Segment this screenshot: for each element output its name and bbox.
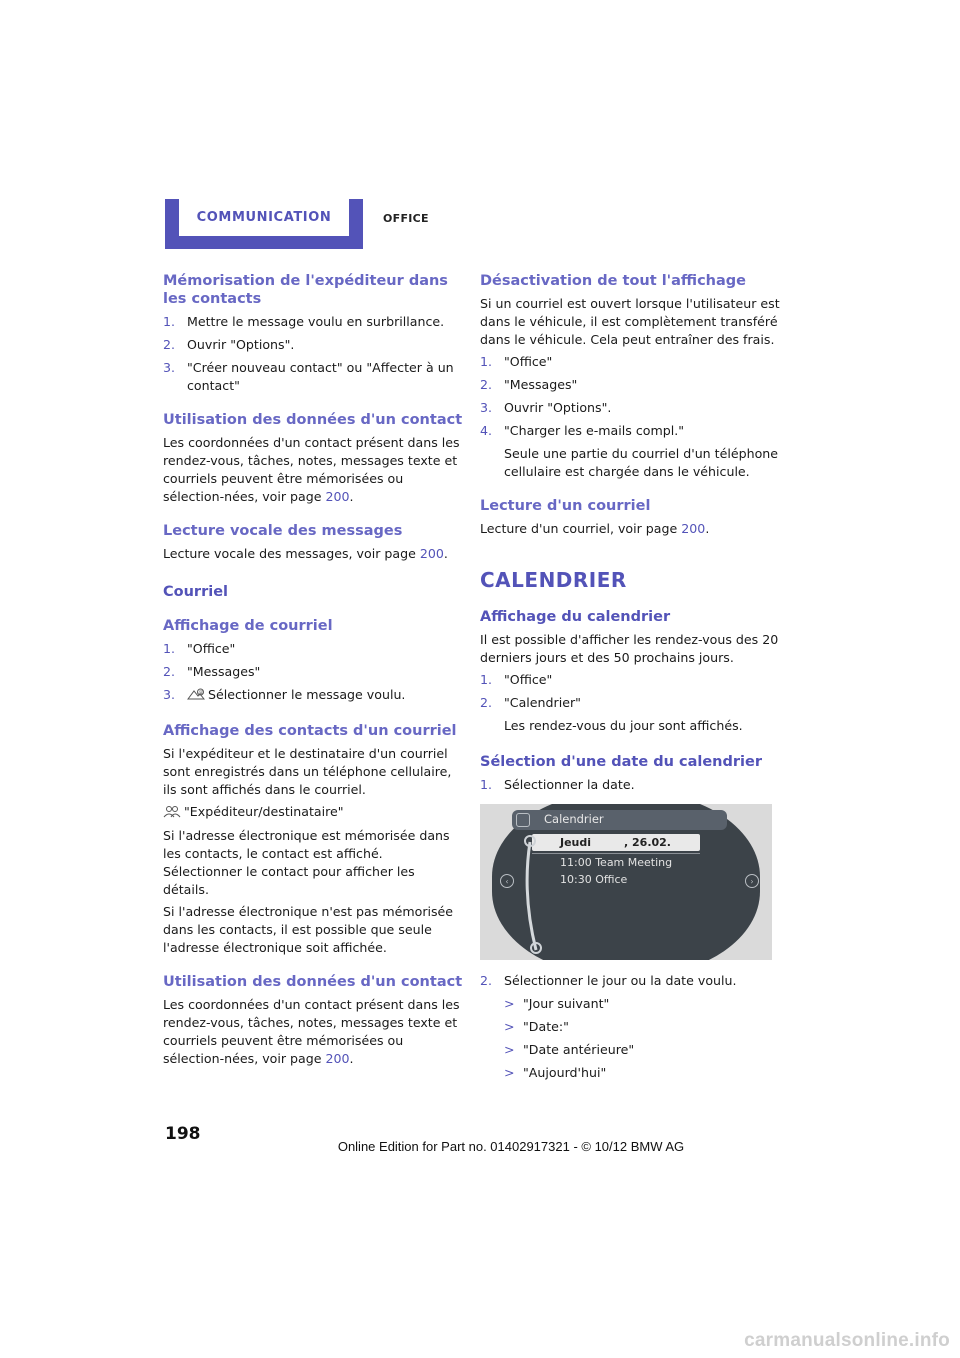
step-number: 1. — [163, 314, 176, 329]
right-column — [480, 270, 780, 1087]
step-text: Sélectionner le jour ou la date voulu. — [504, 973, 737, 988]
bullet-arrow-icon: > — [504, 996, 515, 1011]
step-number: 2. — [480, 695, 493, 710]
step-text — [187, 686, 463, 706]
step-text: "Messages" — [187, 664, 261, 679]
step-number: 3. — [163, 360, 176, 375]
option-text: "Aujourd'hui" — [523, 1065, 607, 1080]
page-link[interactable]: 200 — [325, 489, 350, 504]
heading-affichage-calendrier: Affichage du calendrier — [480, 609, 671, 625]
step-text: "Créer nouveau contact" ou "Affecter à un contact" — [187, 360, 454, 393]
page-link[interactable]: 200 — [681, 521, 706, 536]
step-number: 4. — [480, 423, 493, 438]
list-item — [480, 671, 780, 689]
display-appointment: 10:30 Office — [560, 873, 628, 886]
display-appointment: 11:00 Team Meeting — [560, 856, 673, 869]
step-text: "Office" — [187, 641, 236, 656]
page-number: 198 — [165, 1124, 201, 1144]
list-item — [163, 313, 463, 331]
watermark: carmanualsonline.info — [744, 1330, 950, 1351]
step-number: 1. — [480, 672, 493, 687]
step-number: 1. — [163, 641, 176, 656]
list-item — [480, 376, 780, 394]
heading-courriel: Courriel — [163, 584, 229, 600]
step-number: 2. — [480, 377, 493, 392]
list-item — [504, 1064, 780, 1082]
step-note: Les rendez-vous du jour sont affichés. — [504, 718, 743, 733]
heading-lecture-vocale: Lecture vocale des messages — [163, 523, 403, 539]
list-item — [504, 995, 780, 1013]
paragraph-text: Les coordonnées d'un contact présent dans les rendez-vous, tâches, notes, messages texte et courriels peuvent être mémorisées ou sélection-nées, voir page — [163, 435, 460, 504]
paragraph: Il est possible d'afficher les rendez-vous des 20 derniers jours et des 50 prochains jours. — [480, 632, 779, 665]
step-number: 2. — [163, 664, 176, 679]
date-options — [480, 995, 780, 1082]
heading-affichage-courriel: Affichage de courriel — [163, 618, 333, 634]
heading-selection-date: Sélection d'une date du calendrier — [480, 754, 762, 770]
step-text: Sélectionner la date. — [504, 777, 635, 792]
controller-path-icon — [480, 804, 772, 960]
heading-desactivation: Désactivation de tout l'affichage — [480, 273, 746, 289]
step-text-content: Sélectionner le message voulu. — [208, 687, 406, 702]
aff-cal-steps — [480, 671, 780, 712]
heading-calendrier: CALENDRIER — [480, 568, 627, 592]
paragraph — [163, 803, 463, 823]
paragraph: Lecture d'un courriel, voir page 200. — [480, 521, 710, 536]
sel-date-step-2 — [480, 972, 780, 990]
footer-edition: Online Edition for Part no. 01402917321 - © 10/12 BMW AG — [337, 1139, 685, 1154]
option-text: "Jour suivant" — [523, 996, 610, 1011]
step-number: 1. — [480, 354, 493, 369]
paragraph: Lecture vocale des messages, voir page 200. — [163, 546, 448, 561]
step-text: "Office" — [504, 672, 553, 687]
step-text: "Charger les e-mails compl." — [504, 423, 685, 438]
controller-knob-bottom — [530, 942, 542, 954]
list-item — [163, 336, 463, 354]
heading-utilisation-contact: Utilisation des données d'un contact — [163, 412, 463, 428]
page-link[interactable]: 200 — [419, 546, 444, 561]
step-text: Ouvrir "Options". — [187, 337, 295, 352]
svg-text:@: @ — [198, 690, 204, 696]
desact-steps — [480, 353, 780, 440]
step-text: Ouvrir "Options". — [504, 400, 612, 415]
display-date: , 26.02. — [624, 836, 671, 849]
heading-lecture-courriel: Lecture d'un courriel — [480, 498, 651, 514]
controller-knob-top — [524, 835, 536, 847]
heading-memorisation: Mémorisation de l'expéditeur dans les contacts — [163, 273, 448, 307]
nav-right-icon: › — [745, 874, 759, 888]
bullet-arrow-icon: > — [504, 1065, 515, 1080]
list-item — [163, 640, 463, 658]
section-title: COMMUNICATION — [196, 210, 332, 225]
list-item — [480, 972, 780, 990]
step-number: 2. — [163, 337, 176, 352]
paragraph-text: Les coordonnées d'un contact présent dans les rendez-vous, tâches, notes, messages texte et courriels peuvent être mémorisées ou sélection-nées, voir page — [163, 997, 460, 1066]
section-tab-label-box — [179, 199, 349, 236]
bullet-arrow-icon: > — [504, 1019, 515, 1034]
list-item — [504, 1041, 780, 1059]
contacts-icon — [163, 805, 181, 823]
list-item — [163, 686, 463, 706]
step-text: "Calendrier" — [504, 695, 581, 710]
affichage-steps — [163, 640, 463, 706]
paragraph: Les coordonnées d'un contact présent dans les rendez-vous, tâches, notes, messages texte et courriels peuvent être mémorisées ou sélection-nées, voir page 200. — [163, 435, 460, 504]
paragraph-text: Lecture d'un courriel, voir page — [480, 521, 682, 536]
paragraph-text: "Expéditeur/destinataire" — [184, 804, 344, 819]
step-number: 3. — [480, 400, 493, 415]
option-text: "Date:" — [523, 1019, 569, 1034]
list-item — [480, 422, 780, 440]
step-text: "Office" — [504, 354, 553, 369]
heading-contacts-courriel: Affichage des contacts d'un courriel — [163, 723, 457, 739]
list-item — [504, 1018, 780, 1036]
step-note: Seule une partie du courriel d'un téléphone cellulaire est chargée dans le véhicule. — [504, 446, 779, 479]
list-item — [163, 359, 463, 395]
step-number: 2. — [480, 973, 493, 988]
display-day: Jeudi — [560, 836, 592, 849]
nav-left-icon: ‹ — [500, 874, 514, 888]
step-number: 1. — [480, 777, 493, 792]
option-text: "Date antérieure" — [523, 1042, 635, 1057]
step-number: 3. — [163, 687, 176, 702]
step-text: Mettre le message voulu en surbrillance. — [187, 314, 445, 329]
list-item — [480, 353, 780, 371]
list-item — [480, 399, 780, 417]
step-text: "Messages" — [504, 377, 578, 392]
sel-date-step-1 — [480, 776, 780, 794]
paragraph: Si un courriel est ouvert lorsque l'utilisateur est dans le véhicule, il est complètement transféré dans le véhicule. Cela peut entraîner des frais. — [480, 296, 780, 347]
display-title: Calendrier — [544, 812, 604, 826]
list-item — [480, 776, 780, 794]
heading-utilisation-contact-2: Utilisation des données d'un contact — [163, 974, 463, 990]
list-item — [163, 663, 463, 681]
paragraph: Les coordonnées d'un contact présent dans les rendez-vous, tâches, notes, messages texte et courriels peuvent être mémorisées ou sélection-nées, voir page 200. — [163, 997, 460, 1066]
email-attachment-icon — [187, 688, 205, 706]
list-item — [480, 694, 780, 712]
paragraph: Si l'adresse électronique est mémorisée dans les contacts, le contact est affiché. Sélectionner le contact pour afficher les détails. — [163, 828, 450, 897]
calendar-display-screenshot — [480, 804, 772, 960]
paragraph: Si l'expéditeur et le destinataire d'un courriel sont enregistrés dans un téléphone cellulaire, ils sont affichés dans le courriel. — [163, 746, 452, 797]
paragraph: Si l'adresse électronique n'est pas mémorisée dans les contacts, il est possible que seule l'adresse électronique soit affichée. — [163, 904, 454, 955]
memo-steps — [163, 313, 463, 395]
page-link[interactable]: 200 — [325, 1051, 350, 1066]
subsection-title: OFFICE — [383, 212, 429, 225]
bullet-arrow-icon: > — [504, 1042, 515, 1057]
left-column — [163, 270, 463, 1072]
paragraph-text: Lecture vocale des messages, voir page — [163, 546, 420, 561]
